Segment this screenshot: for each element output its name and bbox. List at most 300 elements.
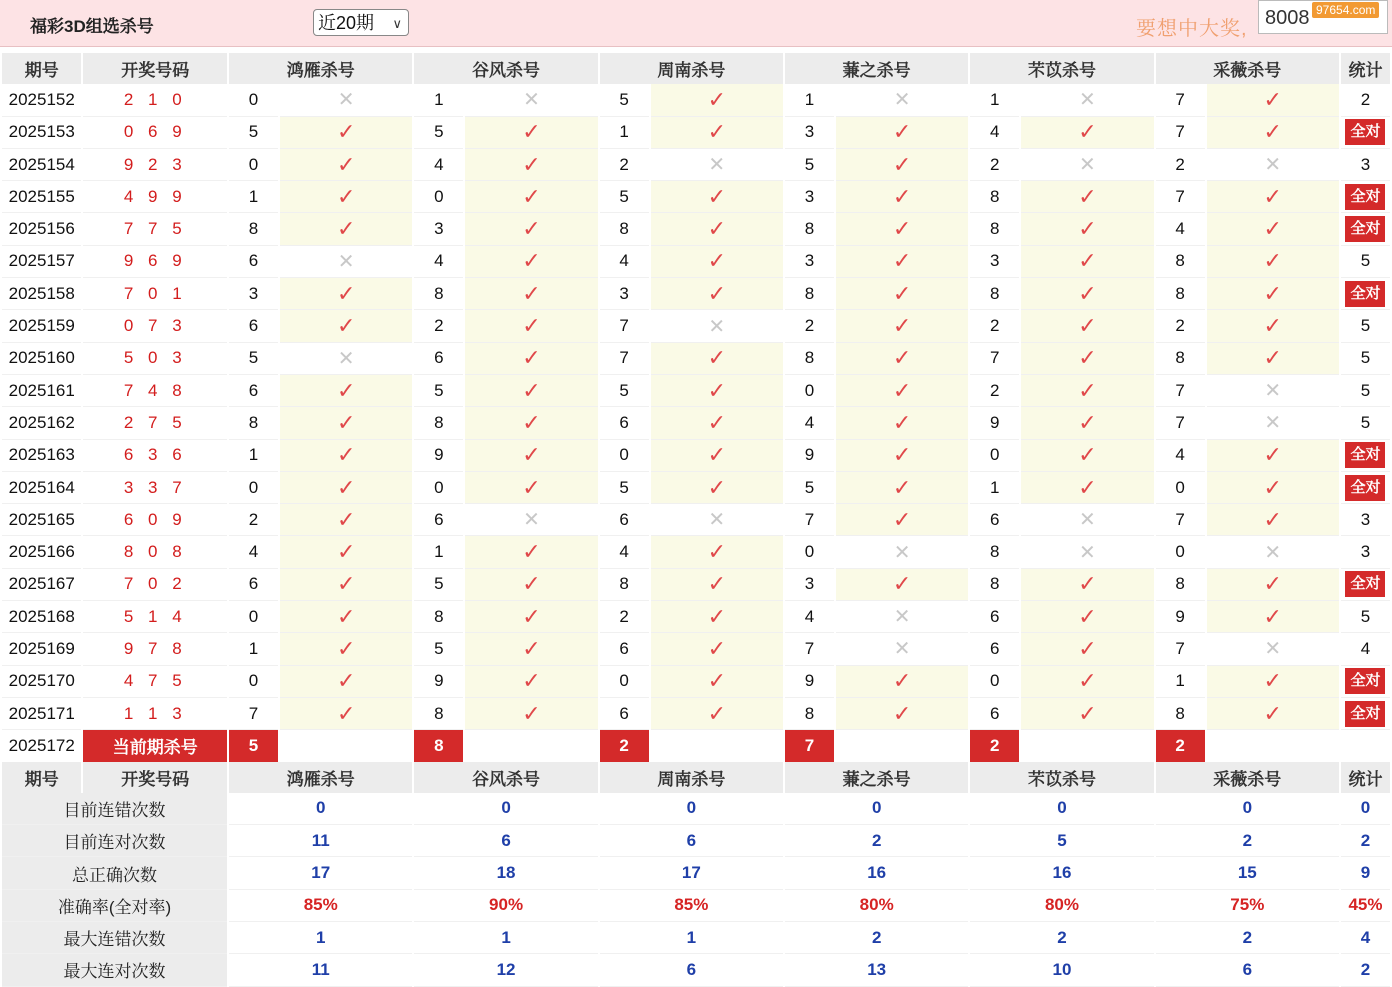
col-header-expert: 谷风杀号 (414, 53, 597, 84)
kill-number-cell: 7 (1156, 84, 1205, 116)
result-cell (836, 472, 968, 504)
kill-number-cell: 7 (1156, 375, 1205, 407)
result-cell (280, 278, 412, 310)
kill-number-cell: 0 (229, 666, 278, 698)
kill-number-cell: 6 (970, 633, 1019, 665)
kill-number-cell: 0 (414, 181, 463, 213)
result-cell (280, 666, 412, 698)
result-cell (836, 181, 968, 213)
period-cell: 2025155 (2, 181, 81, 213)
check-icon: ✓ (522, 700, 541, 726)
kill-number-cell: 3 (229, 278, 278, 310)
kill-number-cell: 7 (1156, 633, 1205, 665)
kill-number-cell: 4 (414, 246, 463, 278)
result-cell (465, 601, 597, 633)
stat-count: 2 (1360, 89, 1371, 109)
kill-number-cell: 6 (600, 633, 649, 665)
result-cell (280, 310, 412, 342)
chevron-down-icon: ∨ (392, 16, 402, 31)
result-cell (1021, 310, 1153, 342)
result-cell (836, 407, 968, 439)
result-cell (1207, 601, 1339, 633)
table-row (2, 117, 1390, 149)
summary-value: 1 (600, 922, 783, 954)
check-icon: ✓ (336, 506, 356, 532)
check-icon: ✓ (892, 216, 912, 242)
stat-cell (1341, 666, 1390, 698)
stat-cell (1341, 213, 1390, 245)
result-cell (651, 343, 783, 375)
check-icon: ✓ (707, 119, 727, 145)
draw-number-cell: 9 6 9 (83, 246, 227, 278)
kill-number-cell: 8 (229, 213, 278, 245)
kill-number-cell: 2 (970, 149, 1019, 181)
kill-number-cell: 0 (600, 666, 649, 698)
table-row (2, 407, 1390, 439)
check-icon: ✓ (1078, 119, 1097, 145)
all-correct-badge: 全对 (1345, 216, 1385, 242)
result-cell (1021, 213, 1153, 245)
summary-row (2, 890, 1390, 922)
summary-value: 16 (785, 857, 968, 889)
kill-number-cell: 2 (414, 310, 463, 342)
result-cell (836, 278, 968, 310)
result-cell (465, 84, 597, 116)
col-header-expert: 周南杀号 (600, 53, 783, 84)
result-cell (280, 472, 412, 504)
col-header-expert: 芣苡杀号 (970, 762, 1153, 793)
check-icon: ✓ (1263, 668, 1282, 694)
stat-count: 3 (1360, 509, 1371, 529)
kill-number-cell: 7 (229, 698, 278, 730)
result-cell (836, 504, 968, 536)
check-icon: ✓ (522, 409, 541, 435)
result-cell (1021, 181, 1153, 213)
draw-number-cell: 8 0 8 (83, 536, 227, 568)
summary-value: 11 (229, 954, 412, 986)
cross-icon: ✕ (523, 509, 540, 532)
check-icon: ✓ (1263, 700, 1282, 726)
result-cell (836, 213, 968, 245)
kill-number-cell: 2 (785, 310, 834, 342)
summary-label: 总正确次数 (2, 857, 227, 889)
check-icon: ✓ (892, 506, 912, 532)
result-cell (1021, 440, 1153, 472)
table-row (2, 504, 1390, 536)
period-cell: 2025168 (2, 601, 81, 633)
summary-value: 0 (414, 793, 597, 825)
cross-icon: ✕ (893, 541, 911, 564)
check-icon: ✓ (707, 571, 727, 597)
check-icon: ✓ (522, 474, 541, 500)
kill-number-cell: 7 (600, 343, 649, 375)
cross-icon: ✕ (1079, 154, 1096, 177)
result-cell (651, 569, 783, 601)
check-icon: ✓ (707, 86, 727, 112)
period-cell: 2025160 (2, 343, 81, 375)
stat-cell (1341, 569, 1390, 601)
result-cell (465, 310, 597, 342)
check-icon: ✓ (336, 280, 356, 306)
kill-number-cell: 8 (785, 213, 834, 245)
kill-number-cell: 5 (229, 117, 278, 149)
kill-number-cell: 7 (1156, 181, 1205, 213)
stat-cell (1341, 407, 1390, 439)
check-icon: ✓ (336, 442, 356, 468)
kill-number-cell: 8 (970, 181, 1019, 213)
kill-number-cell: 3 (785, 569, 834, 601)
result-cell (651, 504, 783, 536)
stat-count: 5 (1360, 380, 1371, 400)
draw-number-cell: 6 3 6 (83, 440, 227, 472)
current-empty-cell (651, 730, 783, 761)
result-cell (836, 633, 968, 665)
result-cell (836, 569, 968, 601)
stat-cell (1341, 310, 1390, 342)
result-cell (280, 149, 412, 181)
result-cell (651, 472, 783, 504)
cross-icon: ✕ (1079, 541, 1096, 564)
period-cell: 2025166 (2, 536, 81, 568)
period-range-select[interactable] (313, 9, 409, 36)
period-cell: 2025157 (2, 246, 81, 278)
summary-value: 6 (600, 825, 783, 857)
kill-number-cell: 4 (414, 149, 463, 181)
check-icon: ✓ (522, 345, 541, 371)
draw-number-cell: 5 1 4 (83, 601, 227, 633)
kill-number-cell: 8 (785, 343, 834, 375)
result-cell (651, 310, 783, 342)
col-header-period: 期号 (2, 762, 81, 793)
table-row (2, 375, 1390, 407)
current-stat-cell (1341, 730, 1390, 761)
check-icon: ✓ (336, 539, 356, 565)
draw-number-cell: 7 7 5 (83, 213, 227, 245)
check-icon: ✓ (707, 345, 727, 371)
summary-value: 6 (600, 954, 783, 986)
result-cell (1021, 666, 1153, 698)
result-cell (1021, 84, 1153, 116)
stat-cell (1341, 117, 1390, 149)
site-watermark: 97654.com (1312, 2, 1379, 18)
kill-number-cell: 1 (414, 84, 463, 116)
kill-number-cell: 4 (785, 601, 834, 633)
result-cell (836, 117, 968, 149)
kill-number-cell: 1 (229, 181, 278, 213)
all-correct-badge: 全对 (1345, 184, 1385, 210)
draw-number-cell: 7 0 2 (83, 569, 227, 601)
summary-value: 80% (785, 890, 968, 922)
period-cell: 2025156 (2, 213, 81, 245)
kill-number-cell: 6 (600, 407, 649, 439)
period-cell: 2025165 (2, 504, 81, 536)
summary-value: 90% (414, 890, 597, 922)
result-cell (836, 343, 968, 375)
kill-number-cell: 8 (414, 601, 463, 633)
check-icon: ✓ (892, 700, 912, 726)
cross-icon: ✕ (893, 606, 911, 629)
check-icon: ✓ (707, 280, 727, 306)
current-kill-label: 当前期杀号 (83, 730, 227, 761)
current-empty-cell (280, 730, 412, 761)
kill-number-cell: 1 (229, 633, 278, 665)
draw-number-cell: 3 3 7 (83, 472, 227, 504)
kill-number-cell: 5 (785, 472, 834, 504)
check-icon: ✓ (707, 377, 727, 403)
kill-number-cell: 6 (600, 698, 649, 730)
summary-value: 17 (229, 857, 412, 889)
draw-number-cell: 4 9 9 (83, 181, 227, 213)
summary-row (2, 922, 1390, 954)
cross-icon: ✕ (1264, 380, 1282, 403)
kill-number-cell: 5 (229, 343, 278, 375)
all-correct-badge: 全对 (1345, 442, 1385, 468)
kill-number-cell: 7 (1156, 504, 1205, 536)
draw-number-cell: 1 1 3 (83, 698, 227, 730)
current-kill-number: 2 (600, 730, 649, 761)
kill-number-cell: 9 (414, 666, 463, 698)
result-cell (280, 407, 412, 439)
kill-number-cell: 8 (600, 213, 649, 245)
check-icon: ✓ (892, 668, 912, 694)
kill-number-cell: 7 (1156, 117, 1205, 149)
stat-count: 3 (1360, 154, 1371, 174)
summary-stat-value: 45% (1341, 890, 1390, 922)
result-cell (1207, 407, 1339, 439)
result-cell (465, 633, 597, 665)
col-header-expert: 蒹之杀号 (785, 762, 968, 793)
summary-label: 目前连错次数 (2, 793, 227, 825)
result-cell (651, 536, 783, 568)
result-cell (1021, 601, 1153, 633)
stat-cell (1341, 698, 1390, 730)
check-icon: ✓ (336, 183, 356, 209)
check-icon: ✓ (1078, 668, 1097, 694)
check-icon: ✓ (892, 345, 912, 371)
kill-number-cell: 8 (1156, 698, 1205, 730)
kill-number-cell: 1 (229, 440, 278, 472)
all-correct-badge: 全对 (1345, 701, 1385, 727)
kill-number-cell: 8 (600, 569, 649, 601)
draw-number-cell: 4 7 5 (83, 666, 227, 698)
result-cell (465, 246, 597, 278)
stat-count: 5 (1360, 251, 1371, 271)
ad-slogan[interactable]: 要想中大奖, (1136, 18, 1248, 40)
summary-stat-value: 9 (1341, 857, 1390, 889)
stat-cell (1341, 633, 1390, 665)
check-icon: ✓ (707, 183, 727, 209)
kill-number-cell: 8 (785, 698, 834, 730)
result-cell (836, 601, 968, 633)
result-cell (1021, 569, 1153, 601)
period-cell: 2025164 (2, 472, 81, 504)
table-row (2, 149, 1390, 181)
period-cell: 2025171 (2, 698, 81, 730)
result-cell (1207, 440, 1339, 472)
check-icon: ✓ (522, 183, 541, 209)
kill-number-cell: 2 (970, 310, 1019, 342)
check-icon: ✓ (1078, 280, 1097, 306)
current-kill-number: 5 (229, 730, 278, 761)
all-correct-badge: 全对 (1345, 119, 1385, 145)
result-cell (1021, 375, 1153, 407)
result-cell (836, 310, 968, 342)
kill-number-cell: 6 (600, 504, 649, 536)
kill-number-cell: 4 (970, 117, 1019, 149)
result-cell (1207, 472, 1339, 504)
check-icon: ✓ (1078, 474, 1097, 500)
check-icon: ✓ (892, 409, 912, 435)
check-icon: ✓ (892, 280, 912, 306)
col-header-expert: 蒹之杀号 (785, 53, 968, 84)
table-row (2, 633, 1390, 665)
current-empty-cell (836, 730, 968, 761)
kill-number-cell: 2 (1156, 310, 1205, 342)
current-kill-number: 7 (785, 730, 834, 761)
period-cell: 2025170 (2, 666, 81, 698)
table-row (2, 213, 1390, 245)
result-cell (1207, 633, 1339, 665)
kill-number-cell: 4 (1156, 213, 1205, 245)
check-icon: ✓ (336, 603, 356, 629)
check-icon: ✓ (1078, 571, 1097, 597)
stat-cell (1341, 601, 1390, 633)
cross-icon: ✕ (893, 638, 911, 661)
current-kill-number: 8 (414, 730, 463, 761)
current-empty-cell (1207, 730, 1339, 761)
stat-cell (1341, 149, 1390, 181)
summary-label: 最大连对次数 (2, 954, 227, 986)
result-cell (651, 117, 783, 149)
summary-value: 85% (600, 890, 783, 922)
table-header-row (2, 762, 1390, 793)
summary-value: 2 (970, 922, 1153, 954)
col-header-expert: 谷风杀号 (414, 762, 597, 793)
kill-number-cell: 4 (785, 407, 834, 439)
kill-number-cell: 0 (1156, 472, 1205, 504)
check-icon: ✓ (522, 280, 541, 306)
kill-number-cell: 1 (970, 472, 1019, 504)
result-cell (1207, 84, 1339, 116)
cross-icon: ✕ (1264, 541, 1282, 564)
stat-cell (1341, 440, 1390, 472)
check-icon: ✓ (892, 248, 912, 274)
cross-icon: ✕ (1264, 412, 1282, 435)
summary-label: 最大连错次数 (2, 922, 227, 954)
cross-icon: ✕ (1079, 89, 1096, 112)
cross-icon: ✕ (708, 509, 726, 532)
phone-banner[interactable]: 8008 (1258, 0, 1388, 34)
result-cell (1207, 666, 1339, 698)
result-cell (651, 149, 783, 181)
cross-icon: ✕ (708, 154, 726, 177)
kill-number-cell: 5 (414, 633, 463, 665)
check-icon: ✓ (707, 668, 727, 694)
draw-number-cell: 7 0 1 (83, 278, 227, 310)
result-cell (465, 375, 597, 407)
kill-number-cell: 8 (1156, 569, 1205, 601)
kill-number-cell: 7 (785, 633, 834, 665)
kill-number-table (0, 53, 1392, 987)
period-cell: 2025154 (2, 149, 81, 181)
draw-number-cell: 0 6 9 (83, 117, 227, 149)
kill-number-cell: 8 (970, 278, 1019, 310)
all-correct-badge: 全对 (1345, 571, 1385, 597)
summary-value: 17 (600, 857, 783, 889)
check-icon: ✓ (336, 635, 356, 661)
stat-cell (1341, 343, 1390, 375)
summary-value: 0 (970, 793, 1153, 825)
check-icon: ✓ (892, 442, 912, 468)
table-row (2, 666, 1390, 698)
stat-cell (1341, 278, 1390, 310)
kill-number-cell: 6 (229, 375, 278, 407)
result-cell (465, 343, 597, 375)
check-icon: ✓ (707, 216, 727, 242)
result-cell (651, 84, 783, 116)
kill-number-cell: 8 (414, 407, 463, 439)
result-cell (465, 569, 597, 601)
kill-number-cell: 5 (785, 149, 834, 181)
summary-value: 13 (785, 954, 968, 986)
result-cell (836, 149, 968, 181)
check-icon: ✓ (1263, 474, 1282, 500)
summary-value: 15 (1156, 857, 1339, 889)
result-cell (1021, 536, 1153, 568)
result-cell (280, 213, 412, 245)
check-icon: ✓ (1078, 345, 1097, 371)
kill-number-cell: 4 (600, 536, 649, 568)
result-cell (1021, 149, 1153, 181)
check-icon: ✓ (522, 603, 541, 629)
check-icon: ✓ (522, 151, 541, 177)
check-icon: ✓ (1078, 700, 1097, 726)
kill-number-cell: 3 (785, 117, 834, 149)
period-cell: 2025167 (2, 569, 81, 601)
kill-number-cell: 6 (414, 504, 463, 536)
col-header-period: 期号 (2, 53, 81, 84)
check-icon: ✓ (707, 248, 727, 274)
summary-value: 1 (229, 922, 412, 954)
result-cell (1021, 407, 1153, 439)
result-cell (280, 601, 412, 633)
table-header-row (2, 53, 1390, 84)
col-header-expert: 鸿雁杀号 (229, 53, 412, 84)
kill-number-cell: 7 (600, 310, 649, 342)
table-row (2, 601, 1390, 633)
result-cell (280, 633, 412, 665)
check-icon: ✓ (1078, 603, 1097, 629)
summary-value: 10 (970, 954, 1153, 986)
all-correct-badge: 全对 (1345, 475, 1385, 501)
result-cell (280, 343, 412, 375)
result-cell (1021, 698, 1153, 730)
stat-cell (1341, 246, 1390, 278)
cross-icon: ✕ (1079, 509, 1096, 532)
check-icon: ✓ (336, 409, 356, 435)
summary-value: 18 (414, 857, 597, 889)
check-icon: ✓ (1078, 216, 1097, 242)
check-icon: ✓ (1263, 248, 1282, 274)
table-row (2, 698, 1390, 730)
result-cell (280, 246, 412, 278)
summary-value: 0 (229, 793, 412, 825)
kill-number-cell: 8 (1156, 278, 1205, 310)
check-icon: ✓ (1078, 377, 1097, 403)
result-cell (465, 666, 597, 698)
table-row (2, 84, 1390, 116)
period-cell: 2025159 (2, 310, 81, 342)
